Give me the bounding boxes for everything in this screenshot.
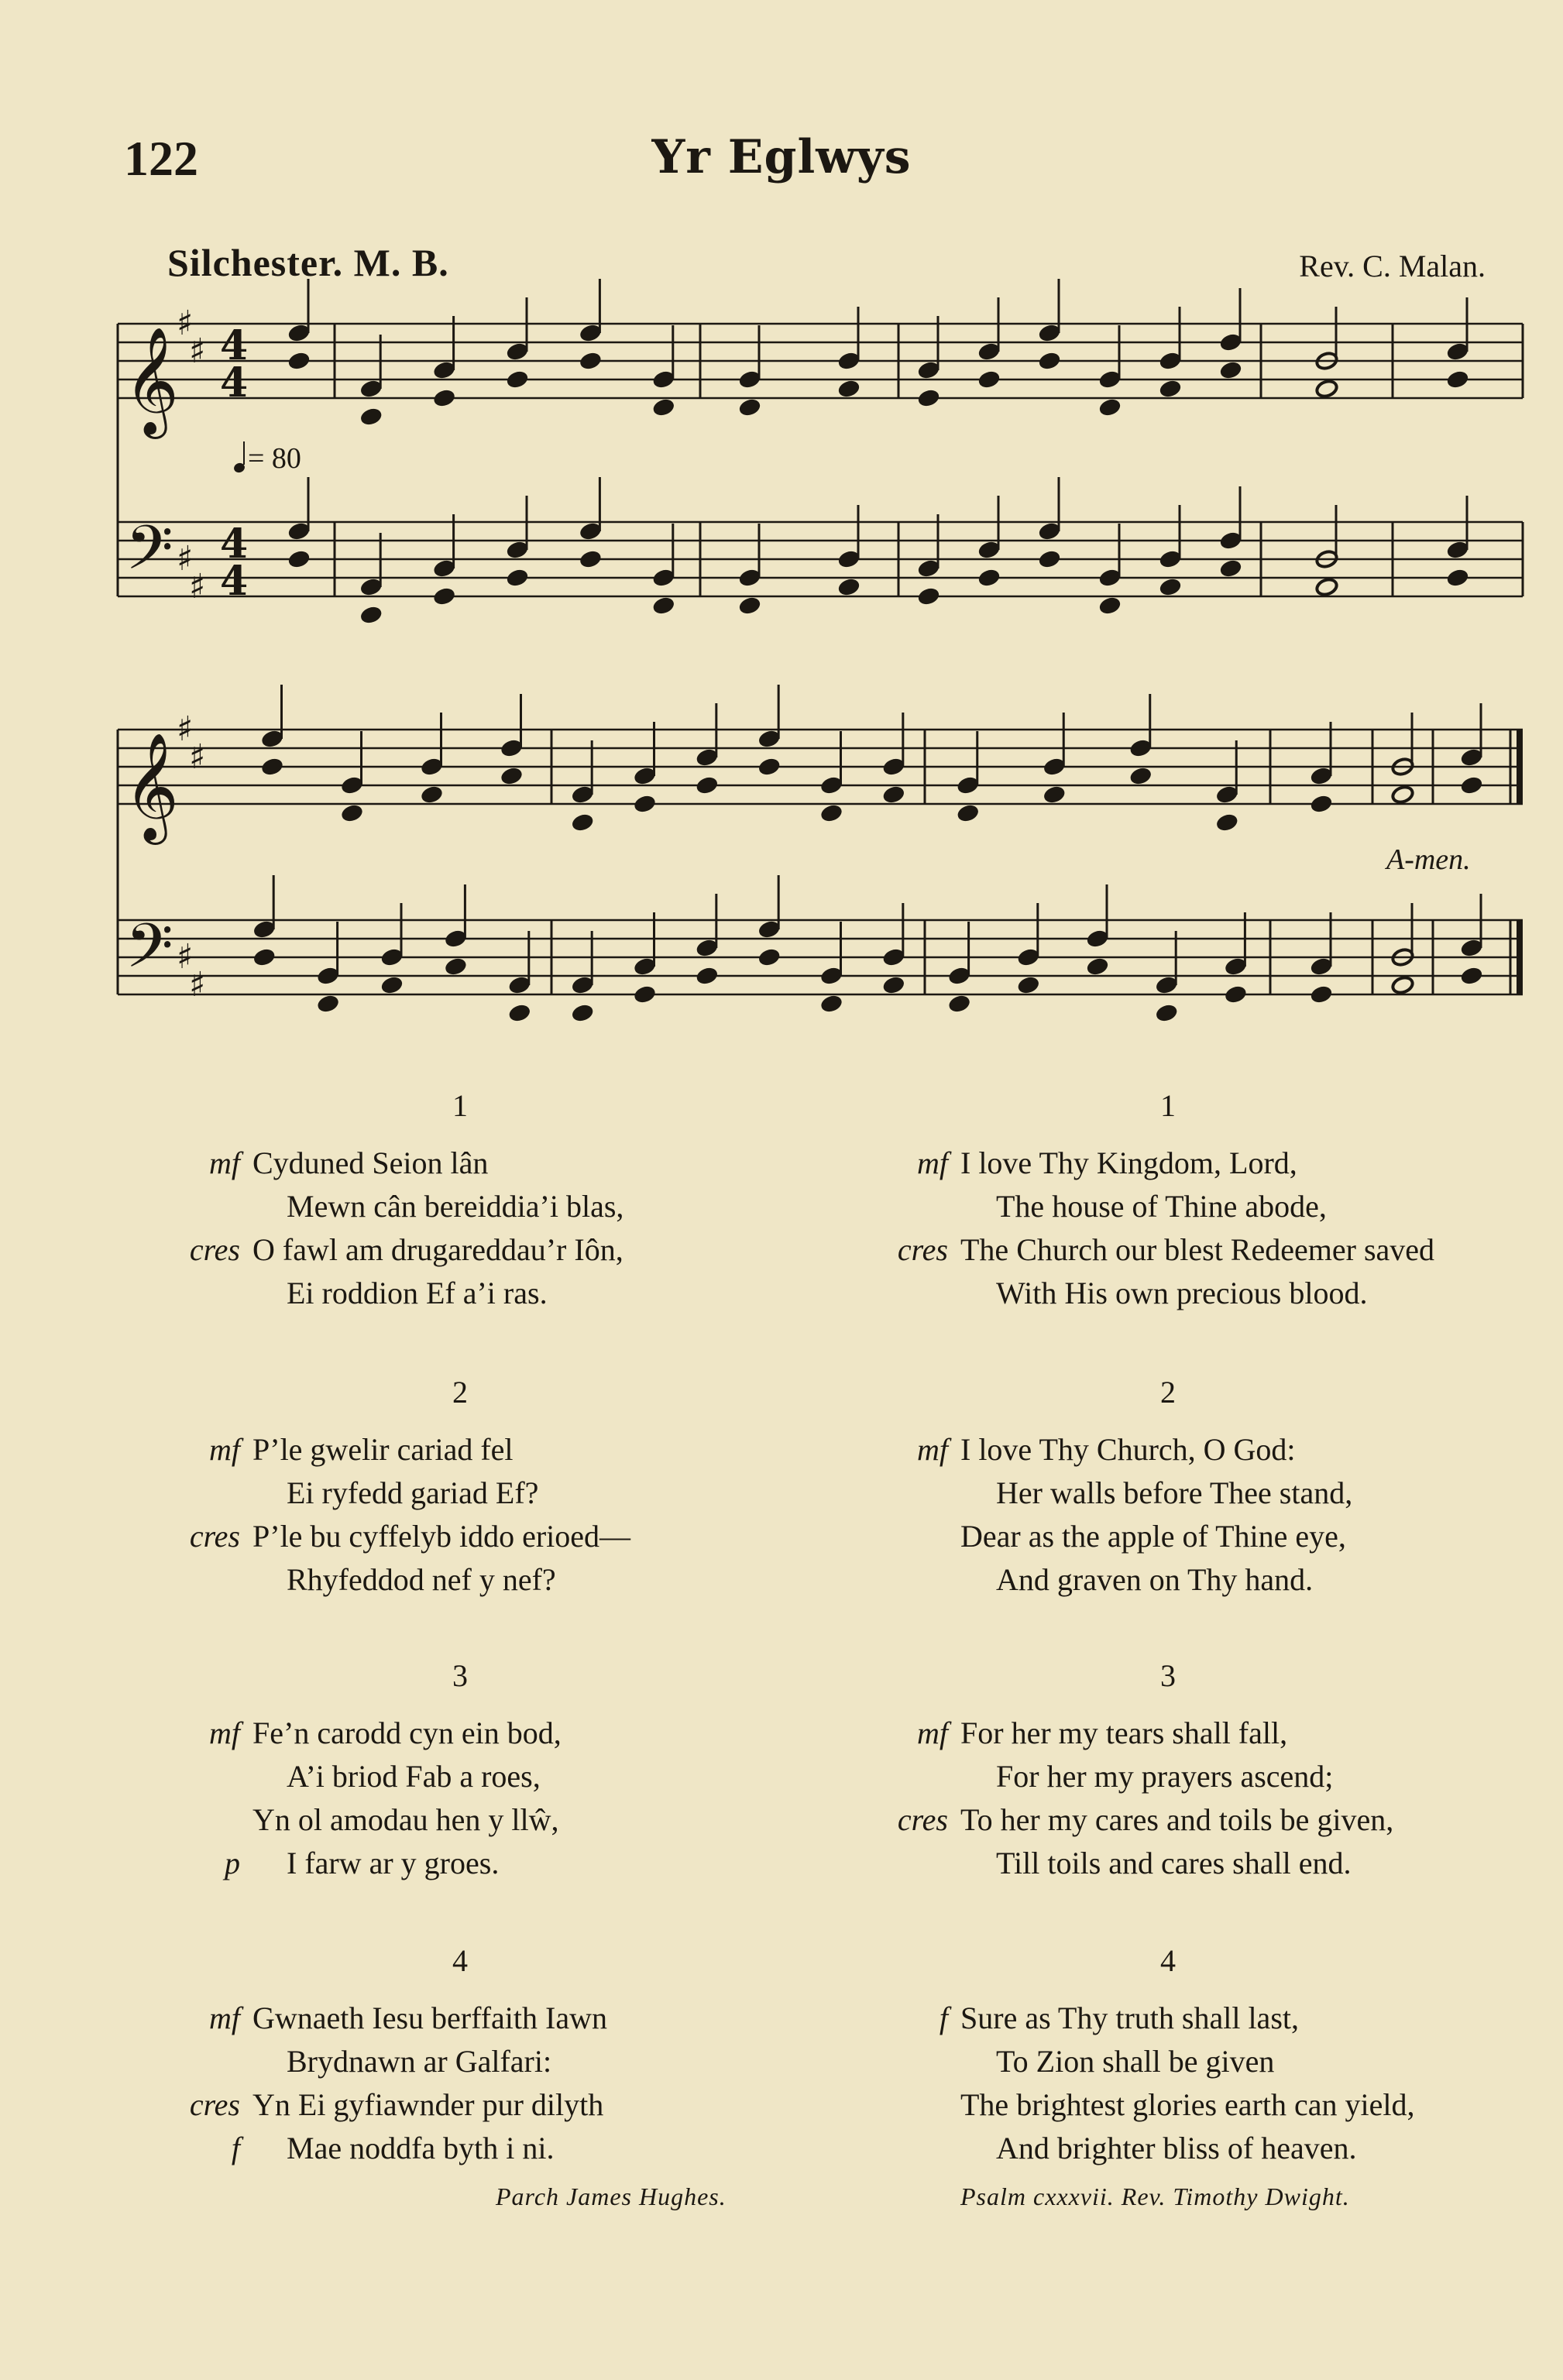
verse-line: And brighter bliss of heaven. <box>996 2131 1357 2165</box>
notehead <box>837 379 861 399</box>
verse-line: Ei roddion Ef a’i ras. <box>287 1276 548 1310</box>
verse-line: Till toils and cares shall end. <box>996 1846 1352 1880</box>
sharp-icon: ♯ <box>189 737 206 777</box>
verse-number: 2 <box>1160 1375 1176 1410</box>
verse-line: Sure as Thy truth shall last, <box>960 2001 1299 2035</box>
notehead <box>1315 577 1339 597</box>
notehead <box>1310 984 1334 1005</box>
sharp-icon: ♯ <box>177 709 194 749</box>
verse-line: For her my tears shall fall, <box>960 1715 1288 1750</box>
dynamic-marking: cres <box>897 1232 948 1267</box>
notehead <box>633 984 657 1005</box>
notehead <box>1460 966 1484 986</box>
verse-line: For her my prayers ascend; <box>996 1759 1334 1794</box>
notehead <box>633 794 657 814</box>
notehead <box>506 369 530 390</box>
verse-number: 2 <box>452 1375 468 1410</box>
verse-line: The Church our blest Redeemer saved <box>960 1232 1435 1267</box>
notehead <box>506 568 530 588</box>
sharp-icon: ♯ <box>177 304 194 343</box>
notehead <box>571 812 595 833</box>
notehead <box>1391 975 1415 995</box>
time-signature: 4 <box>220 558 249 605</box>
verse-number: 4 <box>452 1943 468 1978</box>
dynamic-marking: mf <box>917 1715 948 1750</box>
time-signature: 4 <box>220 322 249 369</box>
tune-name: Silchester. M. B. <box>167 241 449 284</box>
dynamic-marking: mf <box>209 2001 240 2035</box>
notehead <box>359 605 383 625</box>
notehead <box>757 757 782 777</box>
verse-line: The brightest glories earth can yield, <box>960 2087 1415 2122</box>
sharp-icon: ♯ <box>177 937 194 977</box>
notehead <box>977 568 1001 588</box>
notehead <box>837 577 861 597</box>
notehead <box>1098 397 1122 417</box>
verse-number: 3 <box>452 1658 468 1693</box>
dynamic-marking: cres <box>189 1519 240 1554</box>
verse-line: P’le bu cyffelyb iddo erioed— <box>252 1519 631 1554</box>
notehead <box>1310 794 1334 814</box>
verse-line: With His own precious blood. <box>996 1276 1368 1310</box>
dynamic-marking: mf <box>209 1715 240 1750</box>
verse-line: Cyduned Seion lân <box>252 1145 489 1180</box>
page-number: 122 <box>124 131 198 186</box>
notehead <box>508 1003 532 1023</box>
notehead <box>1446 369 1470 390</box>
verse-line: Fe’n carodd cyn ein bod, <box>252 1715 562 1750</box>
verse-line: I love Thy Church, O God: <box>960 1432 1296 1467</box>
notehead <box>1224 984 1248 1005</box>
running-head: Yr Eglwys <box>651 130 912 184</box>
time-signature: 4 <box>220 359 249 407</box>
verse-line: Ei ryfedd gariad Ef? <box>287 1475 539 1510</box>
composer: Rev. C. Malan. <box>1299 249 1486 283</box>
notehead <box>947 994 971 1014</box>
notehead <box>696 966 720 986</box>
verse-line: To Zion shall be given <box>996 2044 1275 2079</box>
verse-line: Gwnaeth Iesu berffaith Iawn <box>252 2001 607 2035</box>
verse-line: Mewn cân bereiddia’i blas, <box>287 1189 624 1224</box>
notehead <box>1128 766 1152 786</box>
verse-line: Her walls before Thee stand, <box>996 1475 1353 1510</box>
notehead <box>652 596 676 616</box>
sharp-icon: ♯ <box>189 965 206 1005</box>
verse-line: Brydnawn ar Galfari: <box>287 2044 552 2079</box>
notehead <box>1215 812 1239 833</box>
verse-line: O fawl am drugareddau’r Iôn, <box>252 1232 623 1267</box>
dynamic-marking: mf <box>917 1432 948 1467</box>
dynamic-marking: cres <box>189 2087 240 2122</box>
notehead <box>1460 775 1484 795</box>
notehead <box>432 388 456 408</box>
notehead <box>579 549 603 569</box>
verse-line: Yn ol amodau hen y llŵ, <box>252 1802 559 1837</box>
notehead <box>1086 956 1110 977</box>
tempo-marking: = 80 <box>234 441 301 476</box>
notehead <box>1391 785 1415 805</box>
notehead <box>977 369 1001 390</box>
notehead <box>579 351 603 371</box>
welsh-credit: Parch James Hughes. <box>496 2183 727 2210</box>
verse-line: And graven on Thy hand. <box>996 1562 1314 1597</box>
verse-line: The house of Thine abode, <box>996 1189 1327 1224</box>
notehead <box>359 407 383 427</box>
notehead <box>1315 379 1339 399</box>
time-signature: 4 <box>220 520 249 568</box>
notehead <box>882 975 906 995</box>
notehead <box>1219 360 1243 380</box>
verse-number: 4 <box>1160 1943 1176 1978</box>
sharp-icon: ♯ <box>189 567 206 606</box>
dynamic-marking: mf <box>917 1145 948 1180</box>
verse-line: Rhyfeddod nef y nef? <box>287 1562 556 1597</box>
notehead <box>260 757 284 777</box>
notehead <box>1038 549 1062 569</box>
dynamic-marking: f <box>939 2001 948 2035</box>
verse-number: 1 <box>452 1088 468 1123</box>
notehead <box>1098 596 1122 616</box>
dynamic-marking: mf <box>209 1145 240 1180</box>
verse-line: Dear as the apple of Thine eye, <box>960 1519 1346 1554</box>
music-score <box>0 0 1563 1084</box>
verse-number: 1 <box>1160 1088 1176 1123</box>
notehead <box>819 803 843 823</box>
treble-clef-icon: 𝄞 <box>124 327 179 434</box>
bass-clef-icon: 𝄢 <box>125 910 173 997</box>
dynamic-marking: cres <box>189 1232 240 1267</box>
notehead <box>917 388 941 408</box>
amen-label: A-men. <box>1386 843 1471 876</box>
verse-line: Mae noddfa byth i ni. <box>287 2131 555 2165</box>
notehead <box>571 1003 595 1023</box>
notehead <box>1159 379 1183 399</box>
notehead <box>882 785 906 805</box>
notehead <box>1219 558 1243 579</box>
notehead <box>340 803 364 823</box>
verse-line: A’i briod Fab a roes, <box>287 1759 541 1794</box>
notehead <box>380 975 404 995</box>
notehead <box>738 397 762 417</box>
treble-clef-icon: 𝄞 <box>124 733 179 840</box>
verse-line: P’le gwelir cariad fel <box>252 1432 514 1467</box>
notehead <box>1038 351 1062 371</box>
notehead <box>287 351 311 371</box>
notehead <box>1043 785 1067 805</box>
notehead <box>444 956 468 977</box>
notehead <box>432 586 456 606</box>
english-credit: Psalm cxxxvii. Rev. Timothy Dwight. <box>960 2183 1350 2210</box>
dynamic-marking: f <box>231 2131 240 2165</box>
notehead <box>917 586 941 606</box>
notehead <box>757 947 782 967</box>
sharp-icon: ♯ <box>177 539 194 579</box>
notehead <box>316 994 340 1014</box>
dynamic-marking: p <box>225 1846 240 1880</box>
notehead <box>1017 975 1041 995</box>
notehead <box>1155 1003 1179 1023</box>
notehead <box>1446 568 1470 588</box>
verse-line: To her my cares and toils be given, <box>960 1802 1394 1837</box>
notehead <box>1159 577 1183 597</box>
notehead <box>652 397 676 417</box>
notehead <box>500 766 524 786</box>
notehead <box>252 947 277 967</box>
bass-clef-icon: 𝄢 <box>125 512 173 599</box>
verse-line: Yn Ei gyfiawnder pur dilyth <box>252 2087 604 2122</box>
notehead <box>420 785 444 805</box>
notehead <box>696 775 720 795</box>
verse-line: I love Thy Kingdom, Lord, <box>960 1145 1297 1180</box>
notehead <box>287 549 311 569</box>
verse-line: I farw ar y groes. <box>287 1846 500 1880</box>
notehead <box>956 803 980 823</box>
verse-number: 3 <box>1160 1658 1176 1693</box>
dynamic-marking: mf <box>209 1432 240 1467</box>
notehead <box>738 596 762 616</box>
sharp-icon: ♯ <box>189 331 206 371</box>
notehead <box>819 994 843 1014</box>
dynamic-marking: cres <box>897 1802 948 1837</box>
